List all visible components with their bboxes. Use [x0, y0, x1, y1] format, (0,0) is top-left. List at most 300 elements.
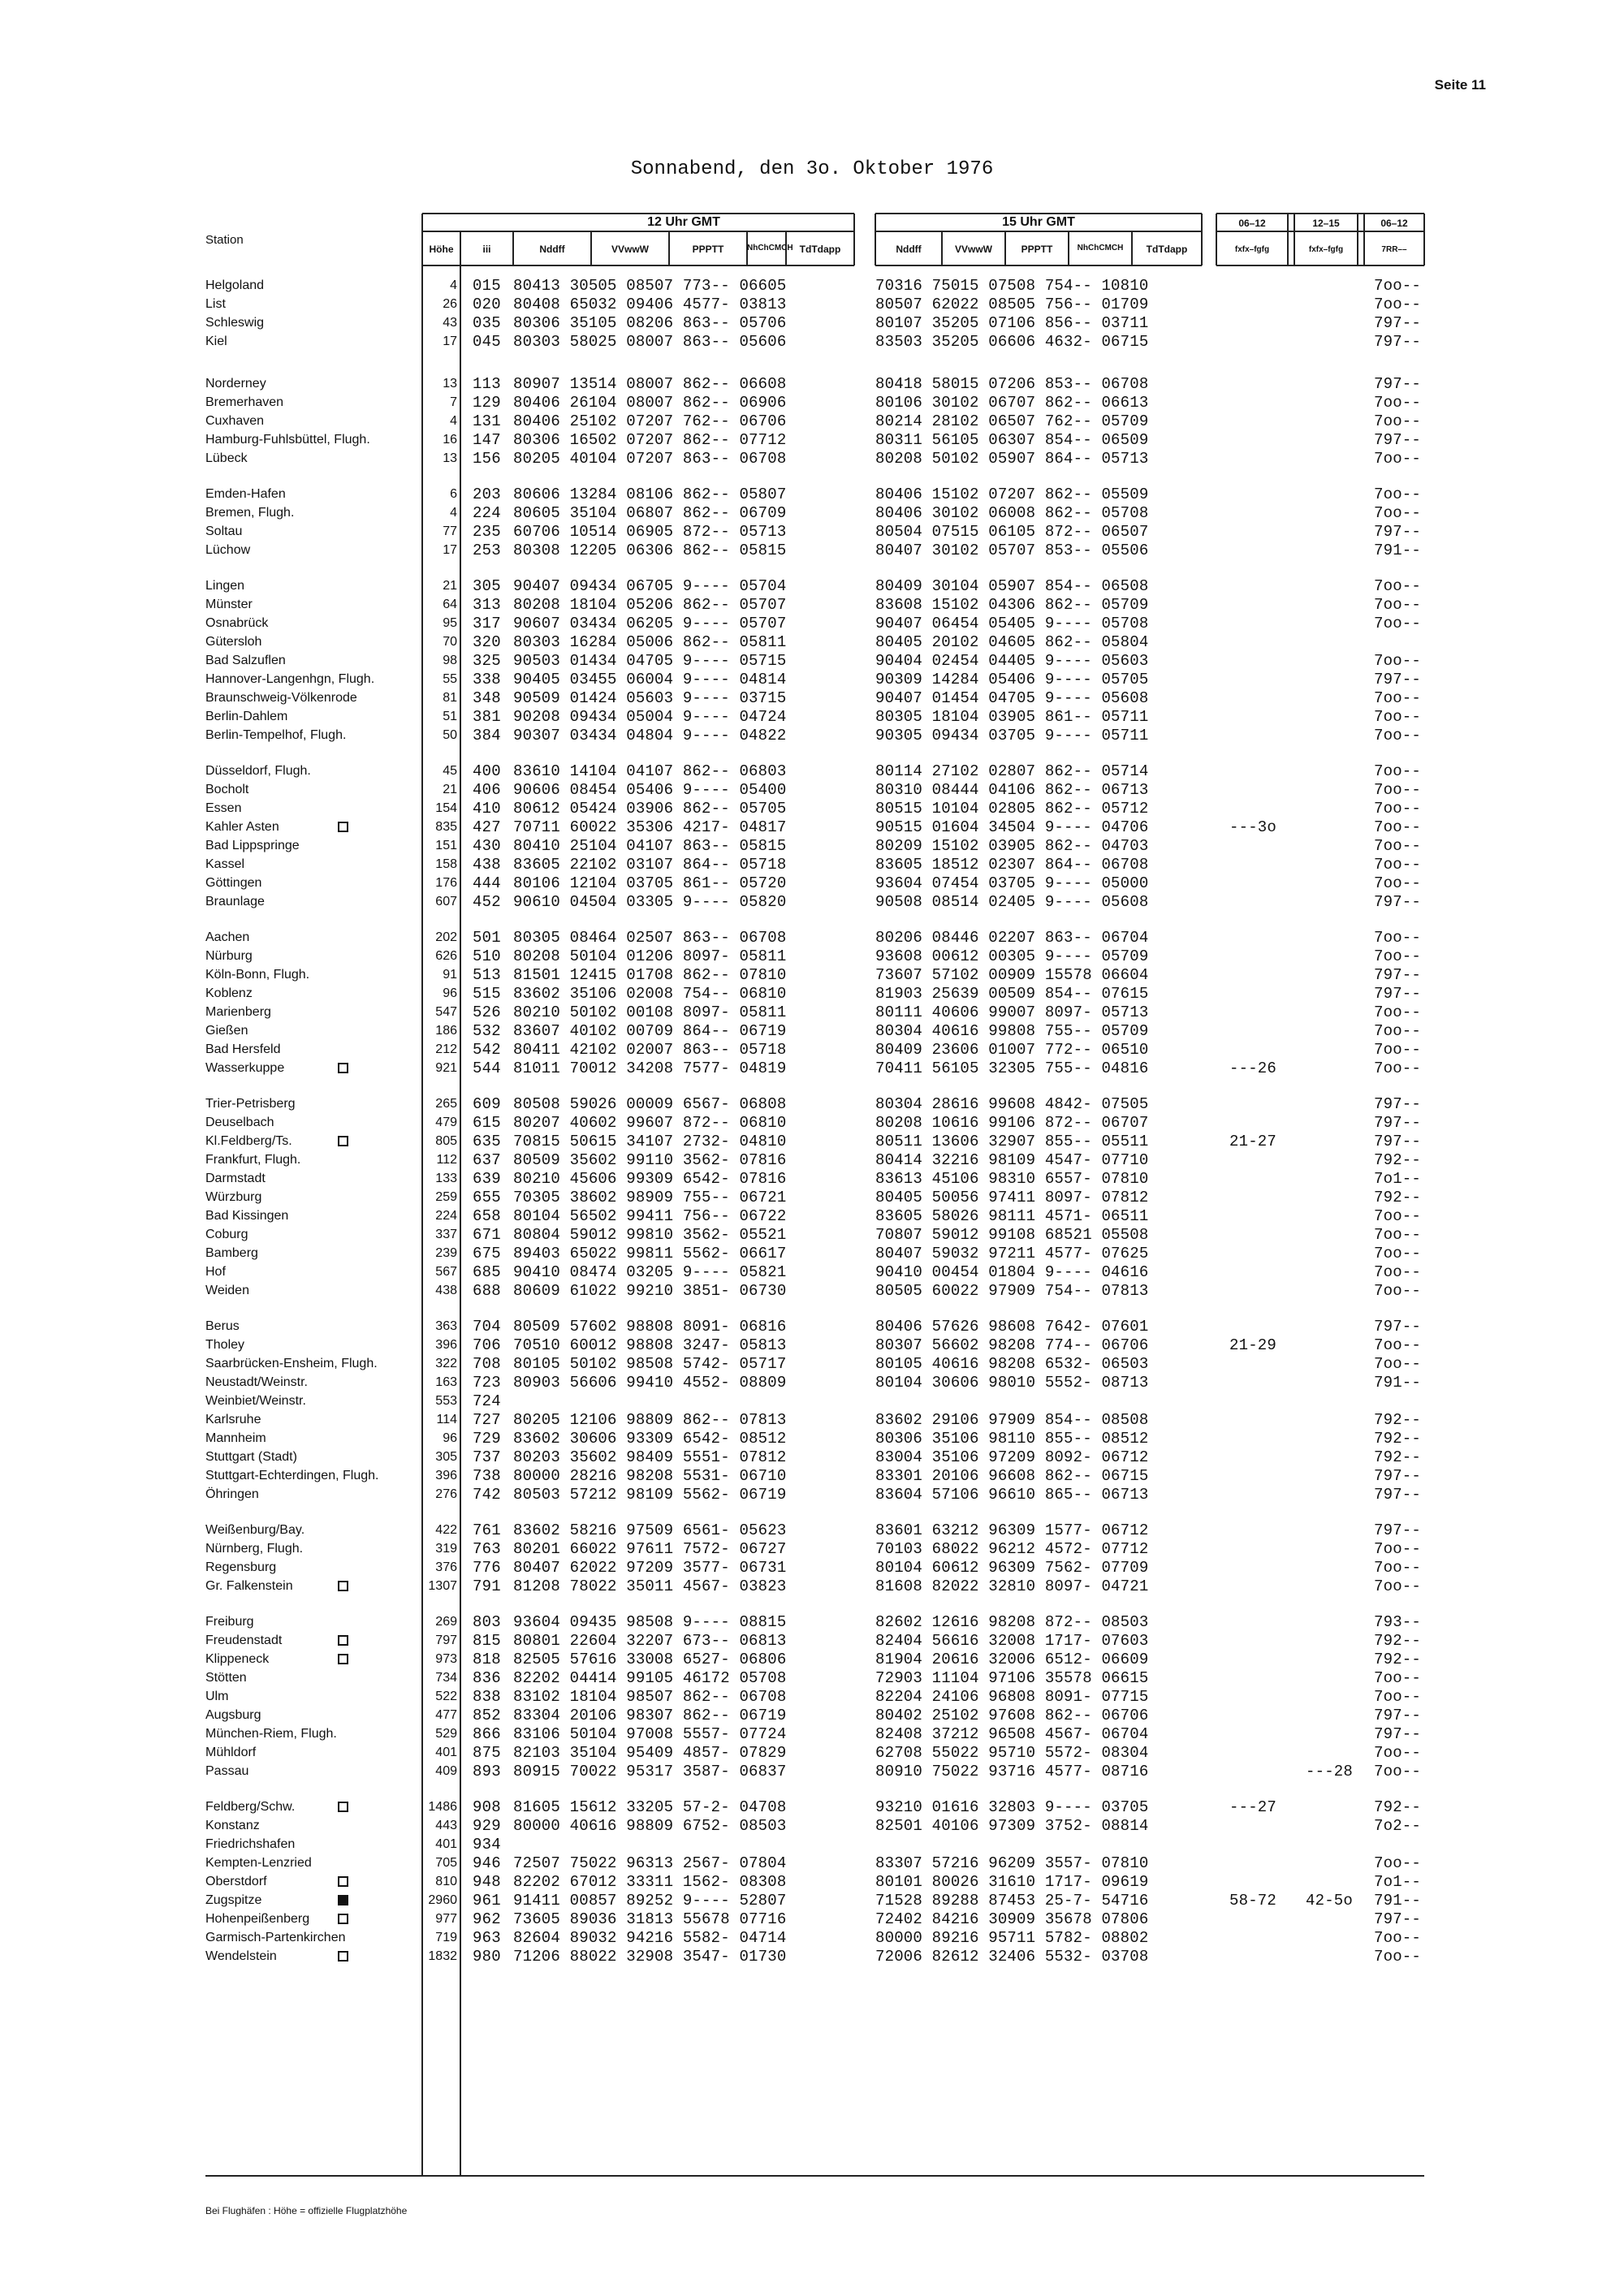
table-row	[0, 1374, 1624, 1392]
station-height: 401	[435, 1746, 457, 1759]
obs-15-gmt: 83604 57106 96610 865-- 06713	[875, 1486, 1149, 1504]
station-index: 729	[473, 1430, 501, 1448]
obs-12-gmt: 80915 70022 95317 3587- 06837	[513, 1763, 787, 1780]
precip-06-12: 7oo--	[1373, 596, 1421, 614]
station-height: 77	[443, 524, 457, 538]
station-index: 129	[473, 394, 501, 412]
obs-15-gmt: 70411 56105 32305 755-- 04816	[875, 1060, 1149, 1077]
table-row	[0, 652, 1624, 670]
obs-12-gmt: 80605 35104 06807 862-- 06709	[513, 504, 787, 522]
station-index: 737	[473, 1448, 501, 1466]
station-height: 4	[450, 414, 457, 428]
table-row	[0, 1613, 1624, 1631]
table-row	[0, 1651, 1624, 1668]
station-index: 706	[473, 1336, 501, 1354]
obs-15-gmt: 90407 01454 04705 9---- 05608	[875, 689, 1149, 707]
station-index: 320	[473, 633, 501, 651]
station-name: Berus	[205, 1319, 240, 1333]
station-name: Marienberg	[205, 1005, 271, 1019]
obs-15-gmt: 83004 35106 97209 8092- 06712	[875, 1448, 1149, 1466]
station-index: 838	[473, 1688, 501, 1706]
precip-06-12: 7oo--	[1373, 1669, 1421, 1687]
precip-06-12: 7oo--	[1373, 1003, 1421, 1021]
station-name: Lübeck	[205, 451, 248, 465]
obs-12-gmt: 80801 22604 32207 673-- 06813	[513, 1632, 787, 1650]
obs-15-gmt: 80206 08446 02207 863-- 06704	[875, 929, 1149, 947]
station-name: Nürnberg, Flugh.	[205, 1542, 304, 1556]
station-height: 422	[435, 1523, 457, 1537]
station-index: 776	[473, 1559, 501, 1577]
station-index: 723	[473, 1374, 501, 1392]
table-row	[0, 1725, 1624, 1743]
station-index: 438	[473, 856, 501, 874]
a1215-sub: fxfx–fgfg	[1308, 245, 1344, 254]
table-row	[0, 818, 1624, 836]
station-name: Wasserkuppe	[205, 1061, 285, 1075]
obs-12-gmt: 72507 75022 96313 2567- 07804	[513, 1854, 787, 1872]
station-index: 348	[473, 689, 501, 707]
station-index: 035	[473, 314, 501, 332]
obs-15-gmt: 80515 10104 02805 862-- 05712	[875, 800, 1149, 818]
station-height: 734	[435, 1671, 457, 1685]
table-row	[0, 856, 1624, 874]
mountain-station-marker-icon	[338, 1895, 348, 1905]
table-row	[0, 1392, 1624, 1410]
precip-06-12: 797--	[1373, 966, 1421, 984]
obs-15-gmt: 93608 00612 00305 9---- 05709	[875, 947, 1149, 965]
table-row	[0, 708, 1624, 726]
station-height: 567	[435, 1265, 457, 1279]
station-name: Saarbrücken-Ensheim, Flugh.	[205, 1357, 378, 1370]
station-name: München-Riem, Flugh.	[205, 1727, 337, 1741]
gust-12-15: ---28	[1305, 1763, 1353, 1780]
station-height: 26	[443, 297, 457, 311]
obs-12-gmt: 70815 50615 34107 2732- 04810	[513, 1133, 787, 1150]
station-name: Weiden	[205, 1284, 249, 1297]
table-row	[0, 523, 1624, 541]
precip-06-12: 7oo--	[1373, 947, 1421, 965]
obs-12-gmt: 80105 50102 98508 5742- 05717	[513, 1355, 787, 1373]
obs-15-gmt: 72903 11104 97106 35578 06615	[875, 1669, 1149, 1687]
mountain-station-marker-icon	[338, 822, 348, 832]
station-height: 91	[443, 968, 457, 982]
precip-06-12: 7oo--	[1373, 708, 1421, 726]
station-name: Braunschweig-Völkenrode	[205, 691, 357, 705]
station-name: Osnabrück	[205, 616, 269, 630]
obs-15-gmt: 83605 58026 98111 4571- 06511	[875, 1207, 1149, 1225]
station-index: 708	[473, 1355, 501, 1373]
gust-06-12: 58-72	[1229, 1892, 1276, 1910]
obs-12-gmt: 71206 88022 32908 3547- 01730	[513, 1948, 787, 1966]
obs-15-gmt: 83301 20106 96608 862-- 06715	[875, 1467, 1149, 1485]
table-row	[0, 1170, 1624, 1188]
station-index: 836	[473, 1669, 501, 1687]
obs-12-gmt: 80208 18104 05206 862-- 05707	[513, 596, 787, 614]
table-row	[0, 1114, 1624, 1132]
table-row	[0, 1836, 1624, 1854]
obs-15-gmt: 72006 82612 32406 5532- 03708	[875, 1948, 1149, 1966]
station-index: 929	[473, 1817, 501, 1835]
precip-06-12: 7oo--	[1373, 1929, 1421, 1947]
precip-06-12: 7oo--	[1373, 577, 1421, 595]
table-row	[0, 1910, 1624, 1928]
station-name: Weißenburg/Bay.	[205, 1523, 305, 1537]
precip-06-12: 7oo--	[1373, 412, 1421, 430]
station-height: 276	[435, 1487, 457, 1501]
station-height: 112	[436, 1153, 457, 1167]
station-name: Feldberg/Schw.	[205, 1800, 296, 1814]
obs-15-gmt: 80304 40616 99808 755-- 05709	[875, 1022, 1149, 1040]
obs-12-gmt: 80306 16502 07207 862-- 07712	[513, 431, 787, 449]
table-row	[0, 277, 1624, 295]
station-name: Karlsruhe	[205, 1413, 261, 1426]
station-height: 45	[443, 764, 457, 778]
obs-15-gmt: 80311 56105 06307 854-- 06509	[875, 431, 1149, 449]
table-row	[0, 1798, 1624, 1816]
obs-15-gmt: 90508 08514 02405 9---- 05608	[875, 893, 1149, 911]
obs-12-gmt: 90607 03434 06205 9---- 05707	[513, 615, 787, 632]
a0612-sub: fxfx–fgfg	[1234, 245, 1270, 254]
precip-06-12: 7oo--	[1373, 856, 1421, 874]
precip-06-12: 7oo--	[1373, 837, 1421, 855]
station-name: Hohenpeißenberg	[205, 1912, 310, 1926]
station-height: 305	[435, 1450, 457, 1464]
g15-sub-nddff: Nddff	[896, 244, 922, 255]
station-height: 607	[435, 895, 457, 908]
g12-sub-nddff: Nddff	[539, 244, 565, 255]
a0612-header: 06–12	[1238, 218, 1266, 229]
table-row	[0, 1282, 1624, 1300]
footnote: Bei Flughäfen : Höhe = offizielle Flugplatzhöhe	[205, 2205, 408, 2216]
table-row	[0, 394, 1624, 412]
obs-12-gmt: 90410 08474 03205 9---- 05821	[513, 1263, 787, 1281]
station-index: 637	[473, 1151, 501, 1169]
obs-15-gmt: 90515 01604 34504 9---- 04706	[875, 818, 1149, 836]
obs-15-gmt: 80511 13606 32907 855-- 05511	[875, 1133, 1149, 1150]
obs-15-gmt: 83605 18512 02307 864-- 06708	[875, 856, 1149, 874]
obs-15-gmt: 73607 57102 00909 15578 06604	[875, 966, 1149, 984]
station-height: 163	[435, 1375, 457, 1389]
station-index: 532	[473, 1022, 501, 1040]
obs-15-gmt: 80505 60022 97909 754-- 07813	[875, 1282, 1149, 1300]
g12-sub-tdapp: TdTdapp	[799, 244, 841, 255]
station-name: Bremerhaven	[205, 395, 284, 409]
station-name: Schleswig	[205, 316, 265, 330]
station-index: 685	[473, 1263, 501, 1281]
station-index: 317	[473, 615, 501, 632]
station-name: Weinbiet/Weinstr.	[205, 1394, 306, 1408]
table-row	[0, 1060, 1624, 1077]
station-index: 381	[473, 708, 501, 726]
precip-06-12: 791--	[1373, 542, 1421, 559]
station-index: 020	[473, 296, 501, 313]
table-row	[0, 1003, 1624, 1021]
mountain-station-marker-icon	[338, 1951, 348, 1962]
station-height: 797	[435, 1634, 457, 1647]
gust-06-12: 21-29	[1229, 1336, 1276, 1354]
obs-15-gmt: 80214 28102 06507 762-- 05709	[875, 412, 1149, 430]
obs-12-gmt: 83602 30606 93309 6542- 08512	[513, 1430, 787, 1448]
obs-12-gmt: 83605 22102 03107 864-- 05718	[513, 856, 787, 874]
station-height: 7	[450, 395, 457, 409]
precip-06-12: 797--	[1373, 431, 1421, 449]
station-height: 2960	[428, 1893, 457, 1907]
station-index: 444	[473, 874, 501, 892]
table-row	[0, 633, 1624, 651]
station-name: Deuselbach	[205, 1116, 274, 1129]
precip-06-12: 7oo--	[1373, 1763, 1421, 1780]
obs-12-gmt: 80000 40616 98809 6752- 08503	[513, 1817, 787, 1835]
obs-15-gmt: 90407 06454 05405 9---- 05708	[875, 615, 1149, 632]
station-name: Köln-Bonn, Flugh.	[205, 968, 310, 982]
table-row	[0, 671, 1624, 688]
gust-06-12: 21-27	[1229, 1133, 1276, 1150]
station-name: Regensburg	[205, 1560, 277, 1574]
station-index: 427	[473, 818, 501, 836]
table-row	[0, 615, 1624, 632]
obs-12-gmt: 80609 61022 99210 3851- 06730	[513, 1282, 787, 1300]
obs-12-gmt: 80411 42102 02007 863-- 05718	[513, 1041, 787, 1059]
station-height: 626	[435, 949, 457, 963]
station-height: 212	[435, 1042, 457, 1056]
station-name: Konstanz	[205, 1819, 260, 1832]
precip-06-12: 7oo--	[1373, 1355, 1421, 1373]
table-row	[0, 689, 1624, 707]
station-height: 4	[450, 506, 457, 520]
station-name: Bad Hersfeld	[205, 1042, 281, 1056]
table-row	[0, 1559, 1624, 1577]
obs-12-gmt: 82103 35104 95409 4857- 07829	[513, 1744, 787, 1762]
a1215-header: 12–15	[1312, 218, 1340, 229]
station-name: Kl.Feldberg/Ts.	[205, 1134, 292, 1148]
mountain-station-marker-icon	[338, 1635, 348, 1646]
station-name: Gr. Falkenstein	[205, 1579, 293, 1593]
station-name: Göttingen	[205, 876, 262, 890]
obs-12-gmt: 80106 12104 03705 861-- 05720	[513, 874, 787, 892]
obs-12-gmt: 91411 00857 89252 9---- 52807	[513, 1892, 787, 1910]
obs-15-gmt: 80111 40606 99007 8097- 05713	[875, 1003, 1149, 1021]
station-index: 803	[473, 1613, 501, 1631]
rr0612-header: 06–12	[1380, 218, 1408, 229]
group-12-header: 12 Uhr GMT	[647, 215, 720, 229]
station-height: 921	[435, 1061, 457, 1075]
station-height: 477	[435, 1708, 457, 1722]
obs-12-gmt: 80406 26104 08007 862-- 06906	[513, 394, 787, 412]
station-index: 852	[473, 1707, 501, 1724]
precip-06-12: 7oo--	[1373, 1282, 1421, 1300]
station-index: 961	[473, 1892, 501, 1910]
station-height: 547	[435, 1005, 457, 1019]
station-index: 515	[473, 985, 501, 1003]
station-index: 815	[473, 1632, 501, 1650]
station-index: 866	[473, 1725, 501, 1743]
obs-15-gmt: 80307 56602 98208 774-- 06706	[875, 1336, 1149, 1354]
mountain-station-marker-icon	[338, 1802, 348, 1812]
station-name: Kempten-Lenzried	[205, 1856, 312, 1870]
obs-12-gmt: 81208 78022 35011 4567- 03823	[513, 1577, 787, 1595]
obs-15-gmt: 70807 59012 99108 68521 05508	[875, 1226, 1149, 1244]
table-row	[0, 1430, 1624, 1448]
obs-12-gmt: 80509 35602 99110 3562- 07816	[513, 1151, 787, 1169]
gust-06-12: ---3o	[1229, 818, 1276, 836]
precip-06-12: 797--	[1373, 314, 1421, 332]
obs-15-gmt: 80101 80026 31610 1717- 09619	[875, 1873, 1149, 1891]
station-index: 406	[473, 781, 501, 799]
table-row	[0, 1133, 1624, 1150]
station-height: 55	[443, 672, 457, 686]
obs-15-gmt: 80504 07515 06105 872-- 06507	[875, 523, 1149, 541]
station-name: Neustadt/Weinstr.	[205, 1375, 308, 1389]
station-index: 113	[473, 375, 501, 393]
station-index: 724	[473, 1392, 501, 1410]
station-height: 438	[435, 1284, 457, 1297]
station-name: Stuttgart (Stadt)	[205, 1450, 297, 1464]
obs-15-gmt: 82501 40106 97309 3752- 08814	[875, 1817, 1149, 1835]
station-name: Kiel	[205, 334, 227, 348]
table-row	[0, 1744, 1624, 1762]
station-name: Bad Lippspringe	[205, 839, 300, 852]
station-name: Hamburg-Fuhlsbüttel, Flugh.	[205, 433, 370, 447]
g12-sub-ppptt: PPPTT	[692, 244, 724, 255]
obs-15-gmt: 80406 30102 06008 862-- 05708	[875, 504, 1149, 522]
station-name: Darmstadt	[205, 1172, 266, 1185]
station-name: Gütersloh	[205, 635, 262, 649]
obs-15-gmt: 80409 30104 05907 854-- 06508	[875, 577, 1149, 595]
station-index: 609	[473, 1095, 501, 1113]
obs-12-gmt: 80907 13514 08007 862-- 06608	[513, 375, 787, 393]
precip-06-12: 7oo--	[1373, 394, 1421, 412]
obs-12-gmt: 90208 09434 05004 9---- 04724	[513, 708, 787, 726]
station-name: Kassel	[205, 857, 245, 871]
obs-12-gmt: 80000 28216 98208 5531- 06710	[513, 1467, 787, 1485]
obs-12-gmt: 80413 30505 08507 773-- 06605	[513, 277, 787, 295]
station-index: 224	[473, 504, 501, 522]
station-height: 96	[443, 1431, 457, 1445]
obs-15-gmt: 80507 62022 08505 756-- 01709	[875, 296, 1149, 313]
station-name: List	[205, 297, 226, 311]
station-name: Soltau	[205, 524, 243, 538]
table-row	[0, 966, 1624, 984]
table-row	[0, 314, 1624, 332]
station-index: 015	[473, 277, 501, 295]
ii-header: iii	[482, 244, 491, 255]
obs-12-gmt: 90509 01424 05603 9---- 03715	[513, 689, 787, 707]
obs-12-gmt: 90610 04504 03305 9---- 05820	[513, 893, 787, 911]
g15-sub-vvwww: VVwwW	[954, 244, 992, 255]
obs-12-gmt: 80210 45606 99309 6542- 07816	[513, 1170, 787, 1188]
obs-15-gmt: 83601 63212 96309 1577- 06712	[875, 1521, 1149, 1539]
obs-12-gmt: 80308 12205 06306 862-- 05815	[513, 542, 787, 559]
station-height: 479	[435, 1116, 457, 1129]
station-name: Berlin-Dahlem	[205, 710, 288, 723]
precip-06-12: 7oo--	[1373, 818, 1421, 836]
obs-12-gmt: 80804 59012 99810 3562- 05521	[513, 1226, 787, 1244]
station-height: 810	[435, 1875, 457, 1888]
precip-06-12: 793--	[1373, 1613, 1421, 1631]
obs-15-gmt: 80409 23606 01007 772-- 06510	[875, 1041, 1149, 1059]
station-name: Bremen, Flugh.	[205, 506, 295, 520]
obs-15-gmt: 71528 89288 87453 25-7- 54716	[875, 1892, 1149, 1910]
precip-06-12: 7oo--	[1373, 450, 1421, 468]
station-height: 363	[435, 1319, 457, 1333]
obs-15-gmt: 80105 40616 98208 6532- 06503	[875, 1355, 1149, 1373]
precip-06-12: 7oo--	[1373, 1060, 1421, 1077]
station-height: 50	[443, 728, 457, 742]
station-index: 934	[473, 1836, 501, 1854]
station-index: 893	[473, 1763, 501, 1780]
mountain-station-marker-icon	[338, 1136, 348, 1146]
station-index: 763	[473, 1540, 501, 1558]
obs-12-gmt: 83607 40102 00709 864-- 06719	[513, 1022, 787, 1040]
table-row	[0, 1632, 1624, 1650]
station-height: 17	[443, 334, 457, 348]
obs-15-gmt: 93604 07454 03705 9---- 05000	[875, 874, 1149, 892]
obs-15-gmt: 80910 75022 93716 4577- 08716	[875, 1763, 1149, 1780]
table-row	[0, 1226, 1624, 1244]
table-row	[0, 1521, 1624, 1539]
station-height: 835	[435, 820, 457, 834]
station-height: 1307	[428, 1579, 457, 1593]
obs-15-gmt: 80104 30606 98010 5552- 08713	[875, 1374, 1149, 1392]
precip-06-12: 7oo--	[1373, 1336, 1421, 1354]
obs-15-gmt: 80208 50102 05907 864-- 05713	[875, 450, 1149, 468]
station-height: 401	[435, 1837, 457, 1851]
obs-15-gmt: 80406 57626 98608 7642- 07601	[875, 1318, 1149, 1336]
obs-15-gmt: 83608 15102 04306 862-- 05709	[875, 596, 1149, 614]
station-height: 70	[443, 635, 457, 649]
table-row	[0, 837, 1624, 855]
table-row	[0, 412, 1624, 430]
obs-12-gmt: 90407 09434 06705 9---- 05704	[513, 577, 787, 595]
group-15-header: 15 Uhr GMT	[1002, 215, 1075, 229]
precip-06-12: 792--	[1373, 1189, 1421, 1206]
station-height: 6	[450, 487, 457, 501]
table-row	[0, 800, 1624, 818]
station-height: 337	[435, 1228, 457, 1241]
table-row	[0, 1022, 1624, 1040]
station-height: 529	[435, 1727, 457, 1741]
station-height: 96	[443, 986, 457, 1000]
table-row	[0, 762, 1624, 780]
g12-sub-clouds: NhChCMCH	[747, 244, 793, 252]
station-height: 64	[443, 598, 457, 611]
date-title: Sonnabend, den 3o. Oktober 1976	[630, 158, 994, 180]
obs-12-gmt: 90606 08454 05406 9---- 05400	[513, 781, 787, 799]
table-row	[0, 296, 1624, 313]
station-index: 738	[473, 1467, 501, 1485]
obs-12-gmt: 93604 09435 98508 9---- 08815	[513, 1613, 787, 1631]
table-row	[0, 1095, 1624, 1113]
table-row	[0, 431, 1624, 449]
obs-12-gmt: 90405 03455 06004 9---- 04814	[513, 671, 787, 688]
station-height: 396	[435, 1338, 457, 1352]
precip-06-12: 7oo--	[1373, 1559, 1421, 1577]
obs-15-gmt: 83307 57216 96209 3557- 07810	[875, 1854, 1149, 1872]
obs-12-gmt: 80207 40602 99607 872-- 06810	[513, 1114, 787, 1132]
table-row	[0, 929, 1624, 947]
station-height: 186	[435, 1024, 457, 1038]
station-index: 384	[473, 727, 501, 744]
station-height: 43	[443, 316, 457, 330]
station-height: 553	[435, 1394, 457, 1408]
station-index: 510	[473, 947, 501, 965]
obs-12-gmt: 80201 66022 97611 7572- 06727	[513, 1540, 787, 1558]
station-index: 791	[473, 1577, 501, 1595]
table-row	[0, 1873, 1624, 1891]
table-row	[0, 1041, 1624, 1059]
obs-12-gmt: 80509 57602 98808 8091- 06816	[513, 1318, 787, 1336]
obs-15-gmt: 90309 14284 05406 9---- 05705	[875, 671, 1149, 688]
